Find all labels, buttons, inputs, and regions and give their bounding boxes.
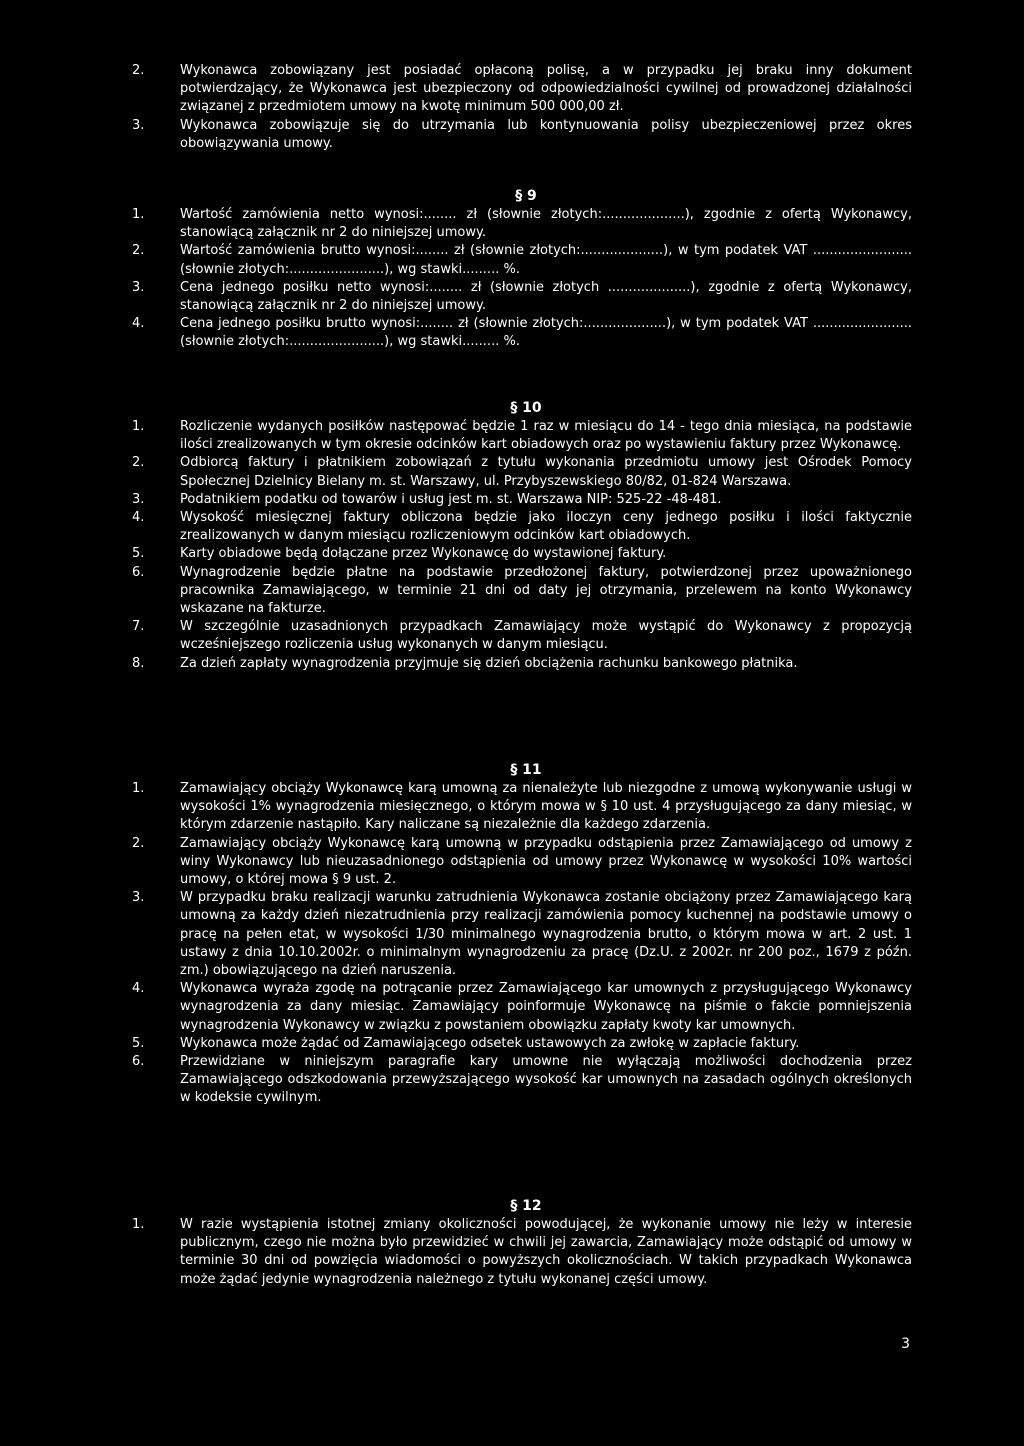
paragraph-number: 7. bbox=[132, 619, 145, 635]
numbered-paragraph bbox=[132, 242, 912, 278]
numbered-paragraph bbox=[132, 545, 912, 563]
paragraph-text: Przewidziane w niniejszym paragrafie kary umowne nie wyłączają możliwości dochodzenia przez Zamawiającego odszkodowania przewyższającego wysokość kar umownych na zasadach ogólnych określonych w kodeksie cywilnym. bbox=[180, 1054, 912, 1106]
paragraph-number: 2. bbox=[132, 835, 145, 851]
paragraph-number: 4. bbox=[132, 510, 145, 526]
paragraph-text: Cena jednego posiłku netto wynosi:........ zł (słownie złotych ....................), zgodnie z ofertą Wykonawcy, stanowiącą załącznik nr 2 do niniejszej umowy. bbox=[180, 279, 912, 314]
paragraph-number: 3. bbox=[132, 491, 145, 507]
paragraph-text: Rozliczenie wydanych posiłków następować będzie 1 raz w miesiącu do 14 - tego dnia miesiąca, na podstawie ilości zrealizowanych w tym okresie odcinków kart obiadowych oraz po wystawieniu faktury przez Wykonawcę. bbox=[180, 419, 912, 453]
section-11 bbox=[132, 760, 912, 1108]
numbered-paragraph bbox=[132, 1053, 912, 1108]
paragraph-number: 5. bbox=[132, 546, 145, 562]
paragraph-number: 2. bbox=[132, 63, 145, 78]
paragraph-number: 5. bbox=[132, 1035, 145, 1051]
paragraph-number: 3. bbox=[132, 890, 145, 906]
paragraph-text: Wartość zamówienia brutto wynosi:........ zł (słownie złotych:....................), w tym podatek VAT ........................ (słownie złotych:.......................), wg stawki......... %. bbox=[180, 243, 912, 277]
section-10-heading: § 10 bbox=[510, 400, 542, 416]
numbered-paragraph bbox=[132, 206, 912, 242]
numbered-paragraph bbox=[132, 418, 912, 454]
paragraph-text: Wykonawca może żądać od Zamawiającego odsetek ustawowych za zwłokę w zapłacie faktury. bbox=[180, 1035, 800, 1051]
page-number: 3 bbox=[901, 1336, 910, 1352]
paragraph-text: Zamawiający obciąży Wykonawcę karą umowną w przypadku odstąpienia przez Zamawiającego od umowy z winy Wykonawcy lub nieuzasadnionego odstąpienia od umowy przez Wykonawcę w wysokości 10% wartości umowy, o której mowa § 9 ust. 2. bbox=[180, 835, 912, 888]
paragraph-number: 6. bbox=[132, 564, 145, 580]
paragraph-number: 3. bbox=[132, 117, 145, 133]
section-12-heading: § 12 bbox=[510, 1198, 542, 1214]
numbered-paragraph bbox=[132, 780, 912, 835]
paragraph-text: W szczególnie uzasadnionych przypadkach Zamawiający może wystąpić do Wykonawcy z propozycją wcześniejszego rozliczenia usług wykonanych w danym miesiącu. bbox=[180, 619, 912, 653]
paragraph-text: Wykonawca zobowiązany jest posiadać opłaconą polisę, a w przypadku jej braku inny dokument potwierdzający, że Wykonawca jest ubezpieczony od odpowiedzialności cywilnej od prowadzonej działalności związanej z przedmiotem umowy na kwotę minimum 500 000,00 zł. bbox=[180, 63, 912, 115]
paragraph-number: 1. bbox=[132, 1217, 145, 1232]
paragraph-text: Cena jednego posiłku brutto wynosi:........ zł (słownie złotych:....................), w tym podatek VAT ........................ (słownie złotych:.......................), wg stawki......... %. bbox=[180, 316, 912, 350]
paragraph-text: W razie wystąpienia istotnej zmiany okoliczności powodującej, że wykonanie umowy nie leży w interesie publicznym, czego nie można było przewidzieć w chwili jej zawarcia, Zamawiający może odstąpić od umowy w terminie 30 dni od powzięcia wiadomości o powyższych okolicznościach. W takich przypadkach Wykonawca może żądać jedynie wynagrodzenia należnego z tytułu wykonanej części umowy. bbox=[180, 1217, 912, 1287]
paragraph-number: 1. bbox=[132, 781, 145, 796]
paragraph-text: W przypadku braku realizacji warunku zatrudnienia Wykonawca zostanie obciążony przez Zamawiającego karą umowną za każdy dzień niezatrudnienia przy realizacji zamówienia pomocy kuchennej na podstawie umowy o pracę na pełen etat, w wysokości 1/30 minimalnego wynagrodzenia brutto, o którym mowa w art. 2 ust. 1 ustawy z dnia 10.10.2002r. o minimalnym wynagrodzeniu za pracę (Dz.U. z 2002r. nr 200 poz., 1679 z późn. zm.) obowiązującego na dzień naruszenia. bbox=[180, 890, 912, 979]
numbered-paragraph bbox=[132, 889, 912, 980]
paragraph-number: 6. bbox=[132, 1054, 145, 1070]
intro-section bbox=[132, 62, 912, 153]
paragraph-text: Wysokość miesięcznej faktury obliczona będzie jako iloczyn ceny jednego posiłku i ilości faktycznie zrealizowanych w danym miesiącu rozliczeniowym odcinków kart obiadowych. bbox=[180, 510, 912, 544]
paragraph-text: Zamawiający obciąży Wykonawcę karą umowną za nienależyte lub niezgodne z umową wykonywanie usługi w wysokości 1% wynagrodzenia miesięcznego, o którym mowa w § 10 ust. 4 przysługującego za dany miesiąc, w którym zdarzenie nastąpiło. Kary naliczane są niezależnie dla każdego zdarzenia. bbox=[180, 781, 912, 833]
numbered-paragraph bbox=[132, 835, 912, 890]
paragraph-text: Za dzień zapłaty wynagrodzenia przyjmuje się dzień obciążenia rachunku bankowego płatnika. bbox=[180, 655, 798, 671]
numbered-paragraph bbox=[132, 655, 912, 673]
paragraph-number: 1. bbox=[132, 419, 145, 434]
numbered-paragraph bbox=[132, 1216, 912, 1289]
paragraph-text: Odbiorcą faktury i płatnikiem zobowiązań z tytułu wykonania przedmiotu umowy jest Ośrodek Pomocy Społecznej Dzielnicy Bielany m. st. Warszawy, ul. Przybyszewskiego 80/82, 01-824 Warszawa. bbox=[180, 455, 912, 489]
section-11-heading: § 11 bbox=[510, 762, 542, 778]
paragraph-text: Podatnikiem podatku od towarów i usług jest m. st. Warszawa NIP: 525-22 -48-481. bbox=[180, 491, 722, 507]
section-10 bbox=[132, 398, 912, 673]
section-9-heading: § 9 bbox=[515, 188, 537, 204]
paragraph-text: Karty obiadowe będą dołączane przez Wykonawcę do wystawionej faktury. bbox=[180, 546, 667, 562]
section-9 bbox=[132, 186, 912, 352]
numbered-paragraph bbox=[132, 491, 912, 509]
numbered-paragraph bbox=[132, 980, 912, 1035]
paragraph-text: Wykonawca zobowiązuje się do utrzymania lub kontynuowania polisy ubezpieczeniowej przez okres obowiązywania umowy. bbox=[180, 117, 912, 151]
numbered-paragraph bbox=[132, 454, 912, 490]
numbered-paragraph bbox=[132, 315, 912, 351]
paragraph-number: 8. bbox=[132, 655, 145, 671]
numbered-paragraph bbox=[132, 1035, 912, 1053]
paragraph-number: 2. bbox=[132, 455, 145, 471]
paragraph-number: 4. bbox=[132, 316, 145, 332]
numbered-paragraph bbox=[132, 279, 912, 315]
numbered-paragraph bbox=[132, 618, 912, 654]
paragraph-number: 2. bbox=[132, 243, 145, 259]
numbered-paragraph bbox=[132, 509, 912, 545]
paragraph-number: 4. bbox=[132, 981, 145, 997]
paragraph-text: Wartość zamówienia netto wynosi:........ zł (słownie złotych:....................), zgodnie z ofertą Wykonawcy, stanowiącą załącznik nr 2 do niniejszej umowy. bbox=[180, 207, 912, 241]
numbered-paragraph bbox=[132, 62, 912, 117]
numbered-paragraph bbox=[132, 117, 912, 153]
section-12 bbox=[132, 1196, 912, 1289]
paragraph-text: Wynagrodzenie będzie płatne na podstawie przedłożonej faktury, potwierdzonej przez upoważnionego pracownika Zamawiającego, w terminie 21 dni od daty jej otrzymania, przelewem na konto Wykonawcy wskazane na fakturze. bbox=[180, 564, 912, 617]
paragraph-number: 1. bbox=[132, 207, 145, 222]
paragraph-text: Wykonawca wyraża zgodę na potrącanie przez Zamawiającego kar umownych z przysługującego Wykonawcy wynagrodzenia za dany miesiąc. Zamawiający poinformuje Wykonawcę na piśmie o fakcie pomniejszenia wynagrodzenia Wykonawcy w związku z powstaniem obowiązku zapłaty kwoty kar umownych. bbox=[180, 981, 912, 1033]
numbered-paragraph bbox=[132, 564, 912, 619]
paragraph-number: 3. bbox=[132, 279, 145, 295]
